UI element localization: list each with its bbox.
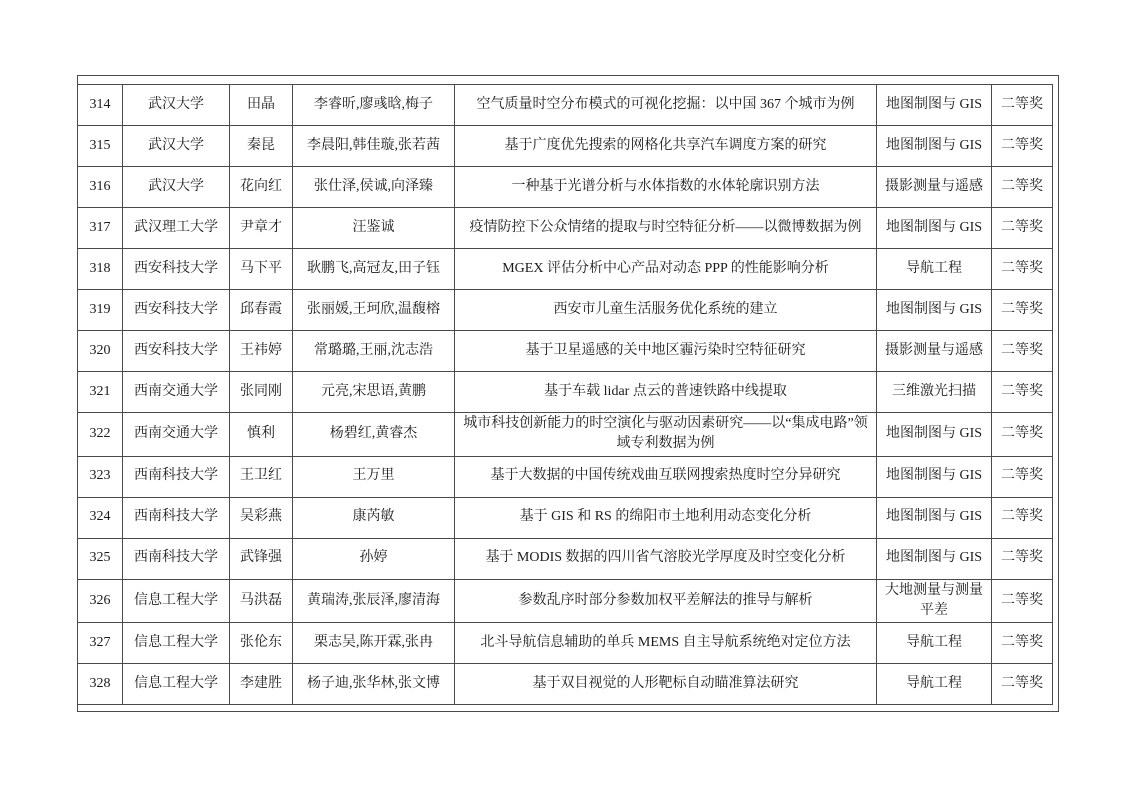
cell-project-title: 疫情防控下公众情绪的提取与时空特征分析——以微博数据为例 — [455, 208, 877, 249]
cell-award: 二等奖 — [992, 497, 1053, 538]
cell-award: 二等奖 — [992, 664, 1053, 705]
cell-advisor-name: 张伦东 — [230, 623, 293, 664]
cell-team-members: 常璐璐,王丽,沈志浩 — [293, 331, 455, 372]
cell-category: 导航工程 — [877, 664, 992, 705]
cell-university: 西南科技大学 — [123, 497, 230, 538]
cell-university: 西南科技大学 — [123, 456, 230, 497]
cell-project-title: 基于车载 lidar 点云的普速铁路中线提取 — [455, 372, 877, 413]
cell-team-members: 栗志吴,陈开霖,张冉 — [293, 623, 455, 664]
cell-award: 二等奖 — [992, 579, 1053, 623]
cell-category: 导航工程 — [877, 249, 992, 290]
cell-project-title: 基于广度优先搜索的网格化共享汽车调度方案的研究 — [455, 126, 877, 167]
cell-team-members: 黄瑞涛,张辰泽,廖清海 — [293, 579, 455, 623]
cell-advisor-name: 武锋强 — [230, 538, 293, 579]
cell-entry-number: 325 — [78, 538, 123, 579]
table-row — [78, 413, 1053, 457]
cell-entry-number: 327 — [78, 623, 123, 664]
cell-category: 地图制图与 GIS — [877, 497, 992, 538]
cell-entry-number: 315 — [78, 126, 123, 167]
cell-category: 地图制图与 GIS — [877, 85, 992, 126]
cell-advisor-name: 吴彩燕 — [230, 497, 293, 538]
cell-award: 二等奖 — [992, 126, 1053, 167]
cell-entry-number: 322 — [78, 413, 123, 457]
cell-advisor-name: 马洪磊 — [230, 579, 293, 623]
cell-award: 二等奖 — [992, 85, 1053, 126]
cell-award: 二等奖 — [992, 167, 1053, 208]
cell-entry-number: 328 — [78, 664, 123, 705]
cell-category: 地图制图与 GIS — [877, 208, 992, 249]
cell-advisor-name: 尹章才 — [230, 208, 293, 249]
cell-category: 三维激光扫描 — [877, 372, 992, 413]
cell-advisor-name: 慎利 — [230, 413, 293, 457]
cell-entry-number: 321 — [78, 372, 123, 413]
cell-category: 地图制图与 GIS — [877, 538, 992, 579]
table-row — [78, 126, 1053, 167]
cell-advisor-name: 花向红 — [230, 167, 293, 208]
cell-team-members: 耿鹏飞,高冠友,田子钰 — [293, 249, 455, 290]
cell-team-members: 康芮敏 — [293, 497, 455, 538]
cell-project-title: 空气质量时空分布模式的可视化挖掘：以中国 367 个城市为例 — [455, 85, 877, 126]
cell-project-title: 基于 GIS 和 RS 的绵阳市土地利用动态变化分析 — [455, 497, 877, 538]
cell-advisor-name: 李建胜 — [230, 664, 293, 705]
table-row — [78, 664, 1053, 705]
cell-team-members: 孙婷 — [293, 538, 455, 579]
cell-category: 大地测量与测量平差 — [877, 579, 992, 623]
table-row — [78, 497, 1053, 538]
cell-university: 武汉理工大学 — [123, 208, 230, 249]
cell-award: 二等奖 — [992, 413, 1053, 457]
table-row — [78, 167, 1053, 208]
cell-university: 信息工程大学 — [123, 623, 230, 664]
cell-university: 武汉大学 — [123, 167, 230, 208]
table-row — [78, 372, 1053, 413]
cell-award: 二等奖 — [992, 372, 1053, 413]
cell-award: 二等奖 — [992, 538, 1053, 579]
cell-advisor-name: 张同刚 — [230, 372, 293, 413]
cell-category: 地图制图与 GIS — [877, 290, 992, 331]
cell-university: 信息工程大学 — [123, 664, 230, 705]
cell-project-title: 城市科技创新能力的时空演化与驱动因素研究——以“集成电路”领域专利数据为例 — [455, 413, 877, 457]
cell-advisor-name: 田晶 — [230, 85, 293, 126]
cell-team-members: 李晨阳,韩佳璇,张若茜 — [293, 126, 455, 167]
cell-team-members: 汪鉴诚 — [293, 208, 455, 249]
cell-university: 西安科技大学 — [123, 249, 230, 290]
cell-advisor-name: 王卫红 — [230, 456, 293, 497]
cell-award: 二等奖 — [992, 623, 1053, 664]
cell-category: 导航工程 — [877, 623, 992, 664]
table-row — [78, 290, 1053, 331]
cell-team-members: 张仕泽,侯诚,向泽臻 — [293, 167, 455, 208]
cell-entry-number: 319 — [78, 290, 123, 331]
cell-award: 二等奖 — [992, 456, 1053, 497]
cell-entry-number: 318 — [78, 249, 123, 290]
cell-university: 西南交通大学 — [123, 372, 230, 413]
cell-team-members: 杨子迪,张华林,张文博 — [293, 664, 455, 705]
cell-award: 二等奖 — [992, 208, 1053, 249]
cell-university: 西安科技大学 — [123, 331, 230, 372]
cell-project-title: 基于大数据的中国传统戏曲互联网搜索热度时空分异研究 — [455, 456, 877, 497]
table-row — [78, 456, 1053, 497]
cell-category: 地图制图与 GIS — [877, 456, 992, 497]
cell-award: 二等奖 — [992, 290, 1053, 331]
awards-table-frame — [77, 75, 1059, 712]
cell-entry-number: 320 — [78, 331, 123, 372]
cell-project-title: 基于双目视觉的人形靶标自动瞄准算法研究 — [455, 664, 877, 705]
table-row — [78, 208, 1053, 249]
cell-entry-number: 314 — [78, 85, 123, 126]
cell-category: 摄影测量与遥感 — [877, 167, 992, 208]
cell-category: 摄影测量与遥感 — [877, 331, 992, 372]
cell-advisor-name: 邱春霞 — [230, 290, 293, 331]
table-row — [78, 623, 1053, 664]
table-row — [78, 538, 1053, 579]
cell-team-members: 李睿昕,廖彧晗,梅子 — [293, 85, 455, 126]
cell-project-title: 基于卫星遥感的关中地区霾污染时空特征研究 — [455, 331, 877, 372]
table-row — [78, 579, 1053, 623]
cell-university: 西南交通大学 — [123, 413, 230, 457]
cell-entry-number: 326 — [78, 579, 123, 623]
cell-advisor-name: 秦昆 — [230, 126, 293, 167]
cell-team-members: 杨碧红,黄睿杰 — [293, 413, 455, 457]
cell-advisor-name: 马下平 — [230, 249, 293, 290]
cell-award: 二等奖 — [992, 249, 1053, 290]
cell-entry-number: 317 — [78, 208, 123, 249]
cell-category: 地图制图与 GIS — [877, 413, 992, 457]
cell-advisor-name: 王祎婷 — [230, 331, 293, 372]
cell-project-title: 基于 MODIS 数据的四川省气溶胶光学厚度及时空变化分析 — [455, 538, 877, 579]
cell-university: 西南科技大学 — [123, 538, 230, 579]
cell-project-title: MGEX 评估分析中心产品对动态 PPP 的性能影响分析 — [455, 249, 877, 290]
cell-university: 武汉大学 — [123, 126, 230, 167]
table-row — [78, 85, 1053, 126]
cell-entry-number: 324 — [78, 497, 123, 538]
table-row — [78, 331, 1053, 372]
cell-team-members: 张丽媛,王珂欣,温馥榕 — [293, 290, 455, 331]
cell-project-title: 北斗导航信息辅助的单兵 MEMS 自主导航系统绝对定位方法 — [455, 623, 877, 664]
cell-team-members: 元亮,宋思语,黄鹏 — [293, 372, 455, 413]
cell-university: 信息工程大学 — [123, 579, 230, 623]
cell-university: 西安科技大学 — [123, 290, 230, 331]
cell-entry-number: 323 — [78, 456, 123, 497]
cell-project-title: 参数乱序时部分参数加权平差解法的推导与解析 — [455, 579, 877, 623]
cell-team-members: 王万里 — [293, 456, 455, 497]
cell-project-title: 西安市儿童生活服务优化系统的建立 — [455, 290, 877, 331]
cell-award: 二等奖 — [992, 331, 1053, 372]
cell-project-title: 一种基于光谱分析与水体指数的水体轮廓识别方法 — [455, 167, 877, 208]
cell-category: 地图制图与 GIS — [877, 126, 992, 167]
cell-university: 武汉大学 — [123, 85, 230, 126]
awards-table — [77, 84, 1053, 705]
cell-entry-number: 316 — [78, 167, 123, 208]
table-row — [78, 249, 1053, 290]
